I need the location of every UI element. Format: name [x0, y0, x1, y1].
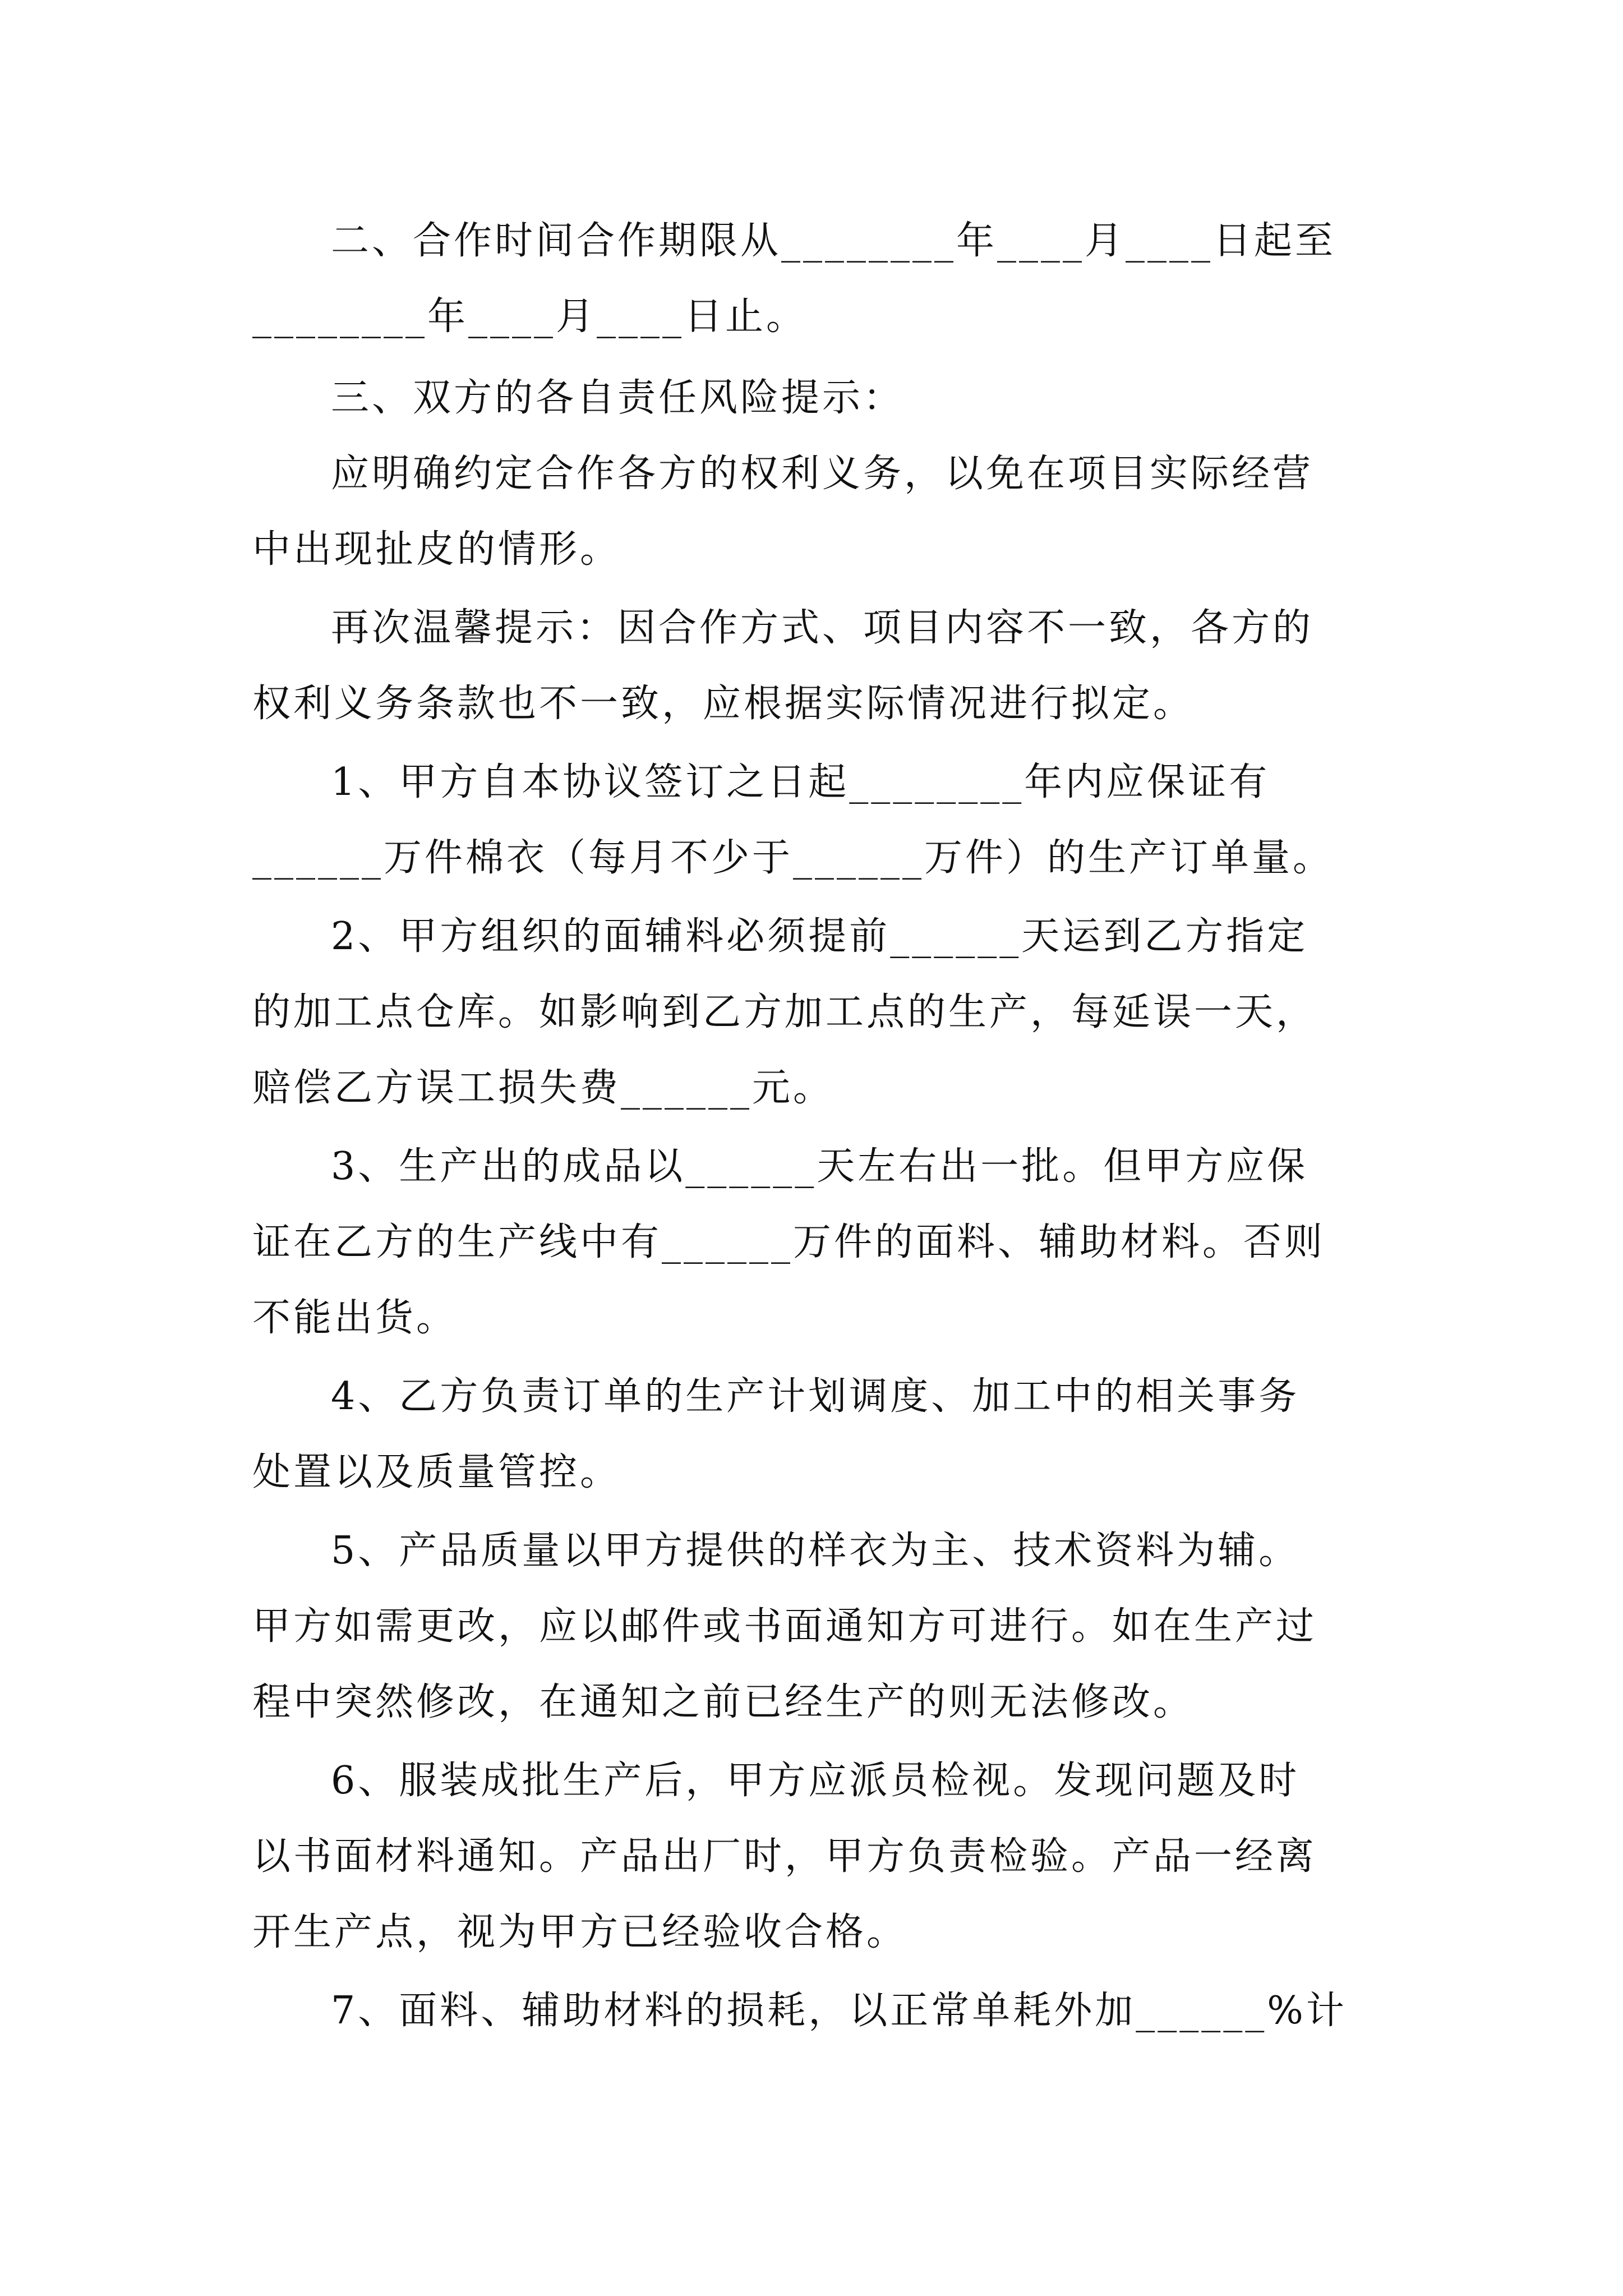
clause-line: 3、生产出的成品以______天左右出一批。但甲方应保 — [331, 1144, 1308, 1189]
clause-line: ______万件棉衣（每月不少于______万件）的生产订单量。 — [252, 836, 1334, 880]
clause-line: 证在乙方的生产线中有______万件的面料、辅助材料。否则 — [252, 1220, 1326, 1264]
clause-line: 7、面料、辅助材料的损耗，以正常单耗外加______%计 — [331, 1989, 1347, 2033]
clause-line: 开生产点，视为甲方已经验收合格。 — [252, 1910, 908, 1954]
paragraph-line: 二、合作时间合作期限从________年____月____日起至 — [331, 219, 1336, 263]
clause-line: 的加工点仓库。如影响到乙方加工点的生产，每延误一天， — [252, 990, 1317, 1034]
clause-line: 不能出货。 — [252, 1296, 458, 1340]
clause-line: 以书面材料通知。产品出厂时，甲方负责检验。产品一经离 — [252, 1834, 1317, 1879]
paragraph-line: 中出现扯皮的情形。 — [252, 527, 621, 572]
clause-line: 1、甲方自本协议签订之日起________年内应保证有 — [331, 760, 1270, 804]
clause-line: 6、服装成批生产后，甲方应派员检视。发现问题及时 — [331, 1759, 1300, 1803]
clause-line: 程中突然修改，在通知之前已经生产的则无法修改。 — [252, 1680, 1195, 1724]
clause-line: 4、乙方负责订单的生产计划调度、加工中的相关事务 — [331, 1374, 1300, 1419]
clause-line: 5、产品质量以甲方提供的样衣为主、技术资料为辅。 — [331, 1529, 1300, 1573]
paragraph-line: 权利义务条款也不一致，应根据实际情况进行拟定。 — [252, 682, 1195, 726]
paragraph-line: 再次温馨提示：因合作方式、项目内容不一致，各方的 — [331, 606, 1314, 650]
section-heading: 三、双方的各自责任风险提示： — [331, 376, 905, 420]
paragraph-line: ________年____月____日止。 — [252, 295, 808, 339]
clause-line: 处置以及质量管控。 — [252, 1450, 621, 1494]
paragraph-line: 应明确约定合作各方的权利义务，以免在项目实际经营 — [331, 452, 1314, 496]
clause-line: 甲方如需更改，应以邮件或书面通知方可进行。如在生产过 — [252, 1604, 1317, 1649]
clause-line: 赔偿乙方误工损失费______元。 — [252, 1066, 834, 1110]
clause-line: 2、甲方组织的面辅料必须提前______天运到乙方指定 — [331, 914, 1308, 959]
